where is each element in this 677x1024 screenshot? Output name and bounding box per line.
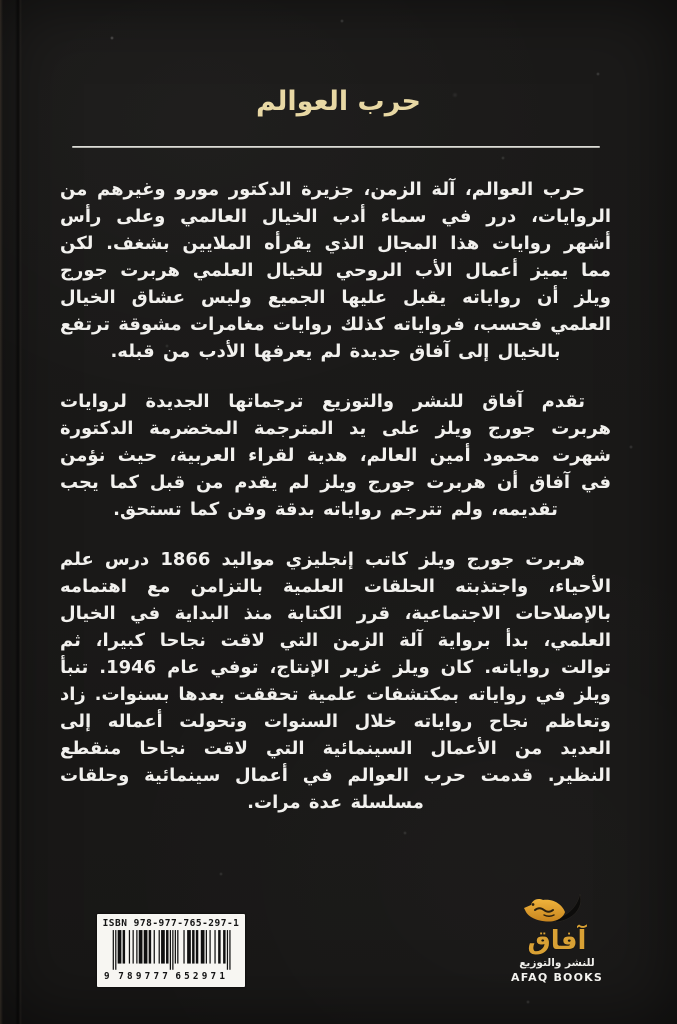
synopsis-paragraph-2: تقدم آفاق للنشر والتوزيع ترجماتها الجديدة لروايات هربرت جورج ويلز على يد المترجمة المخضرمة الدكتورة شهرت محمود أمين العالم، هدية لقراء العربية، حيث نؤمن في آفاق أن هربرت جورج ويلز لم يقدم من قبل كما يجب تقديمه، ولم تترجم رواياته بدقة وفن كما تستحق.: [60, 391, 611, 520]
barcode-digit-lead: 9: [104, 971, 110, 981]
barcode-digit-group-1: 789777: [118, 971, 168, 981]
barcode-digit-group-2: 652971: [175, 971, 225, 981]
publisher-name-arabic: آفاق: [527, 926, 587, 956]
synopsis-text-block: [60, 176, 611, 816]
publisher-logo: [505, 891, 609, 984]
title-divider: [72, 146, 600, 148]
publisher-bird-icon: [518, 891, 596, 931]
synopsis-paragraph-3: هربرت جورج ويلز كاتب إنجليزي مواليد 1866 درس علم الأحياء، واجتذبته الحلقات العلمية بالتزامن مع اهتمامه بالإصلاحات الاجتماعية، قرر الكتابة منذ البداية في الخيال العلمي، بدأ برواية آلة الزمن التي لاقت نجاحا كبيرا، ثم توالت رواياته. كان ويلز غزير الإنتاج، توفي عام 1946. تنبأ ويلز في رواياته بمكتشفات علمية تحققت بعدها بسنوات. زاد وتعاظم نجاح رواياته خلال السنوات وتحولت أعماله إلى العديد من الأعمال السينمائية التي لاقت نجاحا منقطع النظير. قدمت حرب العوالم في أعمال سينمائية وحلقات مسلسلة عدة مرات.: [60, 549, 611, 813]
isbn-label: ISBN 978-977-765-297-1: [102, 918, 240, 929]
cover-left-edge: [0, 0, 3, 1024]
barcode: [97, 914, 245, 987]
publisher-name-english: AFAQ BOOKS: [511, 970, 603, 984]
synopsis-paragraph-1: حرب العوالم، آلة الزمن، جزيرة الدكتور مورو وغيرهم من الروايات، درر في سماء أدب الخيال العالمي وعلى رأس أشهر روايات هذا المجال الذي يقرأه الملايين بشغف. لكن مما يميز أعمال الأب الروحي للخيال العلمي هربرت جورج ويلز أن رواياته يقبل عليها الجميع وليس عشاق الخيال العلمي فحسب، فرواياته كذلك روايات مغامرات مشوقة ترتفع بالخيال إلى آفاق جديدة لم يعرفها الأدب من قبله.: [60, 179, 611, 362]
publisher-tagline: للنشر والتوزيع: [519, 957, 595, 969]
book-title: حرب العوالم: [256, 86, 421, 117]
barcode-bars-icon: [104, 930, 238, 981]
spine-crease: [15, 0, 22, 1024]
